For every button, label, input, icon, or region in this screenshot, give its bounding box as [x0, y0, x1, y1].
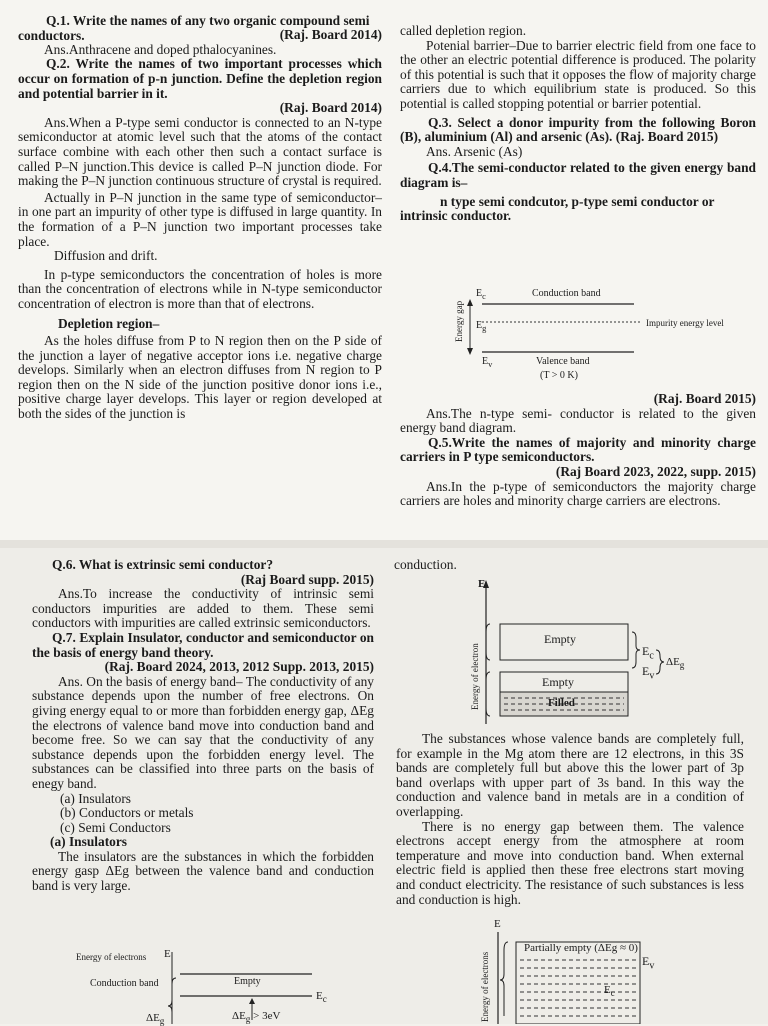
label-ec-metal-sub: c: [649, 650, 654, 662]
paragraph-actually: [18, 191, 382, 249]
label-ev-conductor-sub: v: [649, 960, 655, 972]
list-item-conductors: (b) Conductors or metals: [60, 805, 194, 821]
page-divider: [0, 540, 768, 548]
label-ec-ins-main: E: [316, 990, 323, 1002]
question-4: Q.4.The semi-conductor related to the given energy band diagram is–: [400, 160, 756, 190]
label-deg-ins-sub: g: [159, 1016, 165, 1026]
label-ec-conductor: [604, 984, 615, 998]
axis-label-energy-gap: Energy gap: [454, 300, 464, 342]
label-empty-ins: Empty: [234, 976, 261, 987]
answer-7: Ans. On the basis of energy band– The conductivity of any substance depends upon the number of free electrons. On giving energy equal to or more than forbidden energy gap, ΔEg the electrons of valence band move into conduction band and become free. So we can say that the conductivity of any substance depends upon the forbidden energy level. The substances can be classified into three parts on the basis of enegy band.: [32, 673, 374, 791]
paragraph-potential: Potenial barrier–Due to barrier electric field from one face to the other an electric potential difference is produced. The polarity of this potential is such that it opposes the flow of majority charge carriers due to which equilibrium state is produced. So this potential is called stopping potential or barrier potential.: [400, 37, 756, 111]
bottom-left-column: [32, 558, 374, 894]
depletion-heading: Depletion region–: [58, 316, 160, 332]
bottom-right-column-top: [394, 558, 744, 573]
list-item-insulators: (a) Insulators: [60, 790, 132, 806]
label-partially-empty: Partially empty (ΔEg ≈ 0): [524, 942, 638, 954]
paragraph-insulators: The insulators are the substances in which the forbidden energy gasp ΔEg between the valence band and conduction band is very large.: [32, 848, 374, 894]
label-ev-conductor-main: E: [642, 954, 650, 968]
label-impurity-level: Impurity energy level: [646, 318, 724, 328]
question-5: Q.5.Write the names of majority and minority charge carriers in P type semiconductors.: [400, 434, 756, 465]
label-gap-val: > 3eV: [250, 1010, 281, 1022]
label-ev-metal: [642, 664, 654, 681]
label-ec-ins: [316, 990, 327, 1004]
answer-2: Ans.When a P-type semi conductor is connected to an N-type semiconductor at atomic level such that the atoms of the contact surface combine with each other then such a contact surface is called P–N junction.This device is called P–N junction diode. For making the P–N junction continuous structure of crystal is required.: [18, 114, 382, 189]
paragraph-diffusion: Diffusion and drift.: [54, 248, 158, 264]
label-ec-ins-sub: c: [322, 994, 327, 1005]
axis-label-energy-of-electrons-conductor: Energy of electrons: [480, 951, 490, 1022]
label-ec-conductor-main: E: [604, 984, 611, 996]
label-eg-main: E: [476, 320, 483, 331]
paragraph-depletion: As the holes diffuse from P to N region then on the P side of the junction a layer of negative acceptor ions i.e. negative charge develops. Similarly when an electron diffuses from N region to P region then on the N side of the junction positive donor ions i.e., positive charge layer develops. This layer or region developed at both the sides of the junction is: [18, 333, 382, 422]
bottom-right-column: [396, 732, 744, 907]
question-7-board: (Raj. Board 2024, 2013, 2012 Supp. 2013, 2015): [104, 659, 374, 675]
axis-label-energy-of-electrons: Energy of electrons: [76, 952, 147, 962]
question-5-board: (Raj Board 2023, 2022, supp. 2015): [555, 463, 756, 479]
label-eg-sub: g: [482, 324, 487, 333]
answer-4: Ans.The n-type semi- conductor is related to the given energy band diagram.: [400, 405, 756, 436]
paragraph-ptype: In p-type semiconductors the concentration of holes is more than the concentration of electrons while in N-type semiconductor concentration of electron is more than that of electrons.: [18, 266, 382, 311]
question-6: Q.6. What is extrinsic semi conductor?: [52, 557, 274, 572]
answer-6: Ans.To increase the conductivity of intrinsic semi conductors impurities are added to them. These semi conductors with impurities are called extrinsic semiconductors.: [32, 586, 374, 631]
label-conduction-band-ins: Conduction band: [90, 978, 159, 989]
conductor-band-diagram-lines: [476, 918, 736, 1024]
top-right-column-lower: [400, 392, 756, 509]
question-4-options: n type semi condcutor, p-type semi conductor or intrinsic conductor.: [400, 193, 715, 224]
question-1: Q.1. Write the names of any two organic compound semi conductors.: [18, 13, 370, 43]
axis-e-label: E: [164, 948, 171, 960]
top-left-column: [18, 14, 382, 422]
label-eg: [476, 320, 486, 333]
answer-5: Ans.In the p-type of semiconductors the majority charge carriers are holes and minority charge carriers are electrons.: [400, 478, 756, 509]
paragraph-conduction-cont: conduction.: [394, 557, 457, 572]
question-2-board: (Raj. Board 2014): [279, 100, 382, 116]
label-ev: [482, 356, 492, 369]
label-gap-value: [232, 1010, 280, 1024]
question-6-board: (Raj Board supp. 2015): [240, 571, 374, 587]
top-right-column: [400, 24, 756, 224]
label-temperature: (T > 0 K): [540, 370, 578, 381]
label-gap-main: ΔE: [232, 1010, 246, 1022]
label-ec-conductor-sub: c: [610, 988, 615, 999]
question-3-board: (Raj. Board 2015): [615, 129, 719, 145]
label-ec-metal: [642, 644, 654, 661]
answer-1: Ans.Anthracene and doped pthalocyanines.: [44, 41, 277, 57]
label-valence-band: Valence band: [536, 356, 590, 367]
label-ev-main: E: [482, 356, 489, 367]
label-ev-metal-main: E: [642, 664, 650, 678]
label-empty-top: Empty: [544, 632, 576, 646]
paragraph-actually-text: Actually in P–N junction in the same type of semiconductor– in one part an impurity of other type is diffused in large quantity. In the formation of a P–N junction two important processes take place.: [18, 189, 382, 249]
label-deg-ins-main: ΔE: [146, 1012, 160, 1024]
label-ev-metal-sub: v: [649, 670, 655, 682]
label-ec-sub: c: [482, 292, 486, 301]
axis-label-energy-of-electron: Energy of electron: [470, 643, 480, 710]
label-deg-metal: [666, 656, 684, 670]
list-item-semiconductors: (c) Semi Conductors: [60, 819, 171, 835]
question-4-board: (Raj. Board 2015): [653, 391, 756, 406]
answer-3: Ans. Arsenic (As): [426, 143, 523, 159]
question-7: Q.7. Explain Insulator, conductor and semiconductor on the basis of energy band theory.: [32, 629, 374, 660]
question-3: [400, 116, 756, 145]
label-ec-metal-main: E: [642, 644, 650, 658]
conductor-band-diagram: [476, 918, 736, 1024]
question-1-board: (Raj. Board 2014): [279, 27, 382, 43]
metal-band-diagram: [468, 576, 728, 724]
label-ev-sub: v: [488, 360, 493, 369]
label-gap-sub: g: [245, 1014, 251, 1025]
label-ev-conductor: [642, 954, 654, 971]
label-filled: Filled: [548, 697, 575, 709]
paragraph-called: called depletion region.: [400, 23, 527, 38]
insulators-heading: (a) Insulators: [50, 834, 128, 850]
label-deg-metal-sub: g: [679, 660, 685, 671]
label-empty-mid: Empty: [542, 675, 574, 689]
insulator-band-diagram: [72, 948, 372, 1024]
axis-e-label-metal: E: [478, 578, 486, 590]
axis-e-label-conductor: E: [494, 918, 501, 930]
label-ec-main: E: [476, 288, 483, 299]
question-3-text: Q.3. Select a donor impurity from the following Boron (B), aluminium (Al) and arsenic (As).: [400, 114, 756, 145]
paragraph-no-gap: There is no energy gap between them. The valence electrons accept energy from the atmosphere at room temperature and move into conduction band. When external electric field is applied then these free electrons start moving and conduct electricity. The resistance of such substances is less and conduction is high.: [396, 818, 744, 907]
metal-band-diagram-lines: [468, 576, 728, 724]
label-conduction-band: Conduction band: [532, 288, 601, 299]
question-2: Q.2. Write the names of two important processes which occur on formation of p-n junction. Define the depletion region and potential barrier in it.: [18, 56, 382, 101]
label-ec: [476, 288, 486, 301]
label-deg-metal-main: ΔE: [666, 656, 680, 668]
paragraph-metals: The substances whose valence bands are completely full, for example in the Mg atom there are 12 electrons, in this 3S bands are completely full but above this the lower part of 3p band overlaps with upper part of 3s band. In this way the conduction and valence band in metals are in a condition of overlapping.: [396, 731, 744, 819]
energy-band-diagram-ntype: [440, 282, 760, 388]
